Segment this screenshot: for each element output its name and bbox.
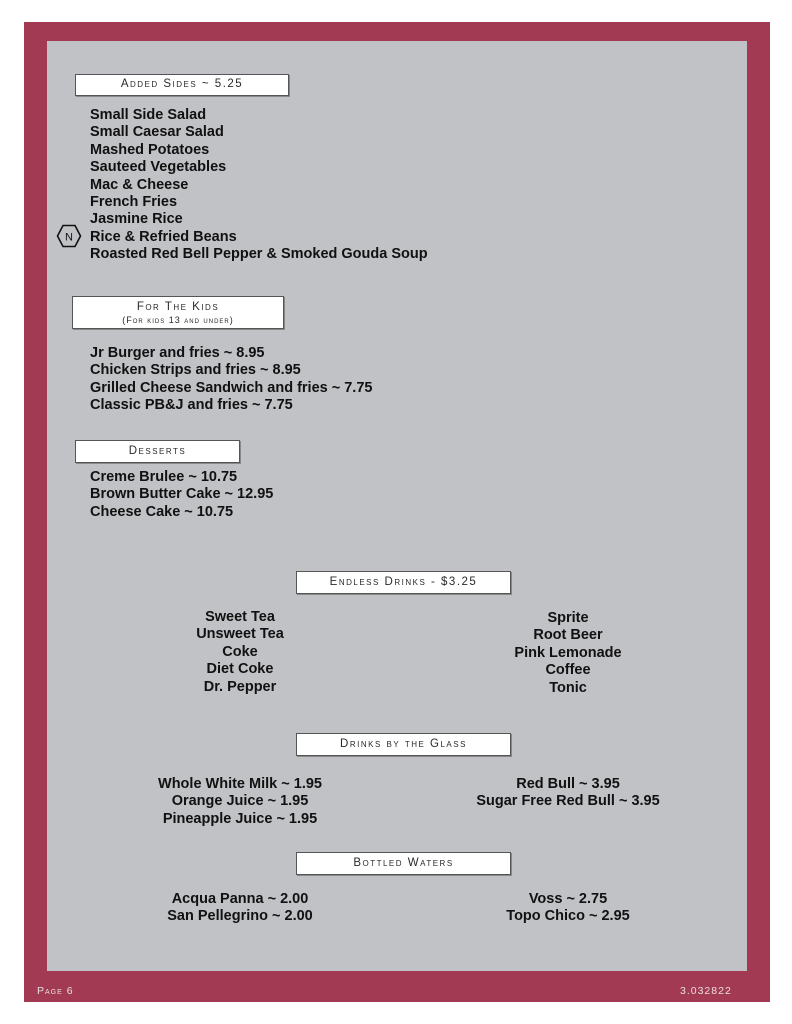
list-item: Coke <box>222 643 258 660</box>
list-item: Topo Chico ~ 2.95 <box>506 908 630 925</box>
list-item: Grilled Cheese Sandwich and fries ~ 7.75 <box>90 379 373 396</box>
bottled-waters-left-list <box>120 891 360 926</box>
list-item: Jr Burger and fries ~ 8.95 <box>90 345 265 361</box>
list-item: Classic PB&J and fries ~ 7.75 <box>90 397 293 414</box>
list-item: Mashed Potatoes <box>90 141 210 158</box>
endless-drinks-left-list <box>140 609 340 696</box>
page-number: Page 6 <box>37 985 74 997</box>
sides-list <box>90 107 428 264</box>
bottled-waters-title: Bottled Waters <box>353 857 454 869</box>
list-item: Brown Butter Cake ~ 12.95 <box>90 486 274 503</box>
list-item: Voss ~ 2.75 <box>528 891 608 907</box>
list-item: French Fries <box>90 194 178 211</box>
nut-hexagon-icon <box>56 224 82 248</box>
list-item: Small Side Salad <box>90 107 207 123</box>
list-item: Roasted Red Bell Pepper & Smoked Gouda Soup <box>90 246 428 263</box>
glass-drinks-left-list <box>120 776 360 828</box>
bottled-waters-right-list <box>468 891 668 926</box>
list-item: Sugar Free Red Bull ~ 3.95 <box>476 793 660 810</box>
desserts-header <box>75 440 240 463</box>
list-item: Red Bull ~ 3.95 <box>516 776 620 792</box>
list-item: Diet Coke <box>206 661 274 678</box>
list-item: San Pellegrino ~ 2.00 <box>167 908 313 925</box>
list-item: Unsweet Tea <box>196 626 284 643</box>
list-item: Coffee <box>545 662 591 679</box>
glass-drinks-right-list <box>438 776 698 811</box>
list-item: Orange Juice ~ 1.95 <box>171 793 309 810</box>
list-item: Small Caesar Salad <box>90 124 224 141</box>
glass-drinks-title: Drinks by the Glass <box>340 738 467 750</box>
menu-version-code: 3.032822 <box>680 985 732 997</box>
kids-title: For The Kids <box>136 301 220 313</box>
endless-drinks-title: Endless Drinks - $3.25 <box>329 576 478 588</box>
bottled-waters-header <box>296 852 511 875</box>
glass-drinks-header <box>296 733 511 756</box>
list-item: Pineapple Juice ~ 1.95 <box>162 810 318 827</box>
nut-badge-label: N <box>65 231 73 244</box>
list-item: Creme Brulee ~ 10.75 <box>90 469 238 485</box>
sides-header <box>75 74 289 96</box>
list-item: Tonic <box>549 679 587 696</box>
list-item: Whole White Milk ~ 1.95 <box>158 776 322 792</box>
kids-list <box>90 345 372 415</box>
list-item: Sweet Tea <box>205 609 275 625</box>
list-item: Mac & Cheese <box>90 176 189 193</box>
endless-drinks-right-list <box>468 610 668 697</box>
list-item: Cheese Cake ~ 10.75 <box>90 503 234 520</box>
list-item: Root Beer <box>533 627 603 644</box>
list-item: Chicken Strips and fries ~ 8.95 <box>90 362 301 379</box>
list-item: Acqua Panna ~ 2.00 <box>171 891 309 907</box>
list-item: Dr. Pepper <box>203 678 277 695</box>
list-item: Sprite <box>547 610 589 626</box>
list-item: Jasmine Rice <box>90 211 183 228</box>
list-item: Pink Lemonade <box>514 644 622 661</box>
list-item: Rice & Refried Beans <box>90 228 237 245</box>
list-item: Sauteed Vegetables <box>90 159 227 176</box>
desserts-list <box>90 469 273 521</box>
desserts-title: Desserts <box>128 445 187 457</box>
sides-title: Added Sides ~ 5.25 <box>120 78 244 90</box>
kids-header <box>72 296 284 329</box>
endless-drinks-header <box>296 571 511 594</box>
kids-subtitle: (For kids 13 and under) <box>122 315 234 325</box>
